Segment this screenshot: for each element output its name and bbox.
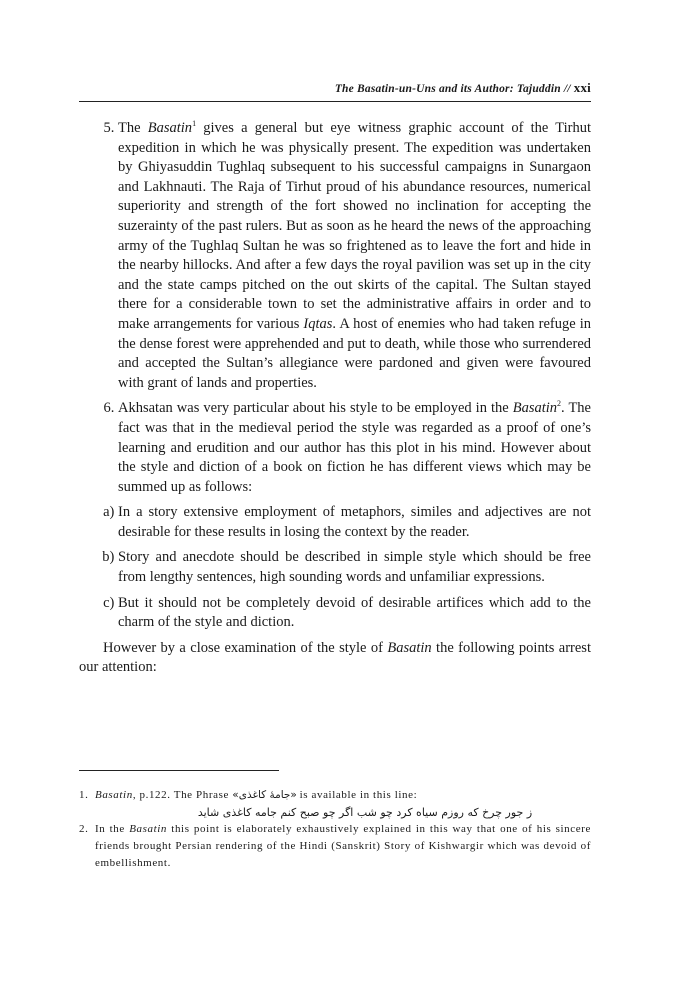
list-item-content: Akhsatan was very particular about his style to be employed in the Basatin$^2$. The fact was that in the medieval period the style was regarded as a proof of one’s learning and erudition and our author has this plot in his mind. However about the style and diction of a book on fiction he has different views which may be summed up as follows: [118,399,591,495]
list-item-content: The Basatin$^1$ gives a general but eye witness graphic account of the Tirhut expedition in which he was physically present. The expedition was undertaken by Ghiyasuddin Tughlaq subsequent to his successful campaigns in Sunargaon and Lakhnauti. The Raja of Tirhut proud of his abundance resources, numerical superiority and strength of the fort showed no inclination for accepting the suzerainty of the past rulers. But as soon as he heard the news of the approaching army of the Tughlaq Sultan he was so frightened as to leave the fort and hide in the nearby hillocks. And after a few days the royal pavilion was set up in the city and the state camps pitched on the out skirts of the capital. The Sultan stayed there for a considerable town to set the administrative affairs in order and to make arrangements for various Iqtas. A host of enemies who had taken refuge in the dense forest were apprehended and put to death, while those who surrendered and accepted the Sultan’s allegiance were pardoned and given were favoured with grant of lands and properties. [118,119,592,391]
footnote-body: In the Basatin this point is elaborately exhaustively explained in this way that one of his sincere friends brought Persian rendering of the Hindi (Sanskrit) Story of Kishwargir which was devoid of embellishment. [95,823,591,869]
footnote-ref-1[interactable]: 1 [192,119,197,128]
list-item-content: But it should not be completely devoid of desirable artifices which add to the charm of the style and diction. [118,594,591,631]
italic-title: Basatin [512,400,558,417]
list-item-content: In a story extensive employment of metaphors, similes and adjectives are not desirable for these results in losing the context by the reader. [118,504,591,540]
list-item-content: Story and anecdote should be described in simple style which should be free from lengthy sentences, high sounding words and unfamiliar expressions. [118,549,591,586]
footnote-ref-2[interactable]: 2 [557,399,562,409]
list-item-c [79,594,591,633]
footnote-number: 2. [79,823,89,835]
footnote-number: 1. [79,789,89,801]
footnote-body: Basatin, p.122. The Phrase «جامۀ کاغذی» is available in this line: [95,789,418,801]
header-rule [79,101,591,102]
footnote-2 [79,821,591,872]
list-marker: a) [103,504,115,521]
page-number: xxi [573,80,591,95]
body-text [79,119,591,678]
list-marker: 6. [103,400,115,417]
italic-title: Basatin [147,120,193,136]
list-item-5 [79,119,591,393]
list-marker: 5. [103,120,115,136]
footnote-1 [79,787,591,804]
closing-paragraph: However by a close examination of the style of Basatin the following points arrest our attention: [79,639,591,676]
list-marker: b) [102,549,115,566]
persian-phrase: «جامۀ کاغذی» [232,789,297,801]
italic-title: Basatin [387,639,432,656]
italic-term: Iqtas [303,315,333,332]
list-item-6 [79,399,591,497]
header-separator: // [560,83,574,95]
running-header [79,80,591,96]
list-item-b [79,548,591,587]
running-title: The Basatin-un-Uns and its Author: Tajuddin [334,83,561,95]
list-item-a [79,503,591,542]
list-marker: c) [103,594,115,611]
footnote-rule [79,770,279,771]
persian-verse: ز جور چرخ که روزم سیاه کرد چو شب اگر چو صبح کنم جامه کاغذی شاید [197,806,533,819]
footnotes [79,787,591,872]
